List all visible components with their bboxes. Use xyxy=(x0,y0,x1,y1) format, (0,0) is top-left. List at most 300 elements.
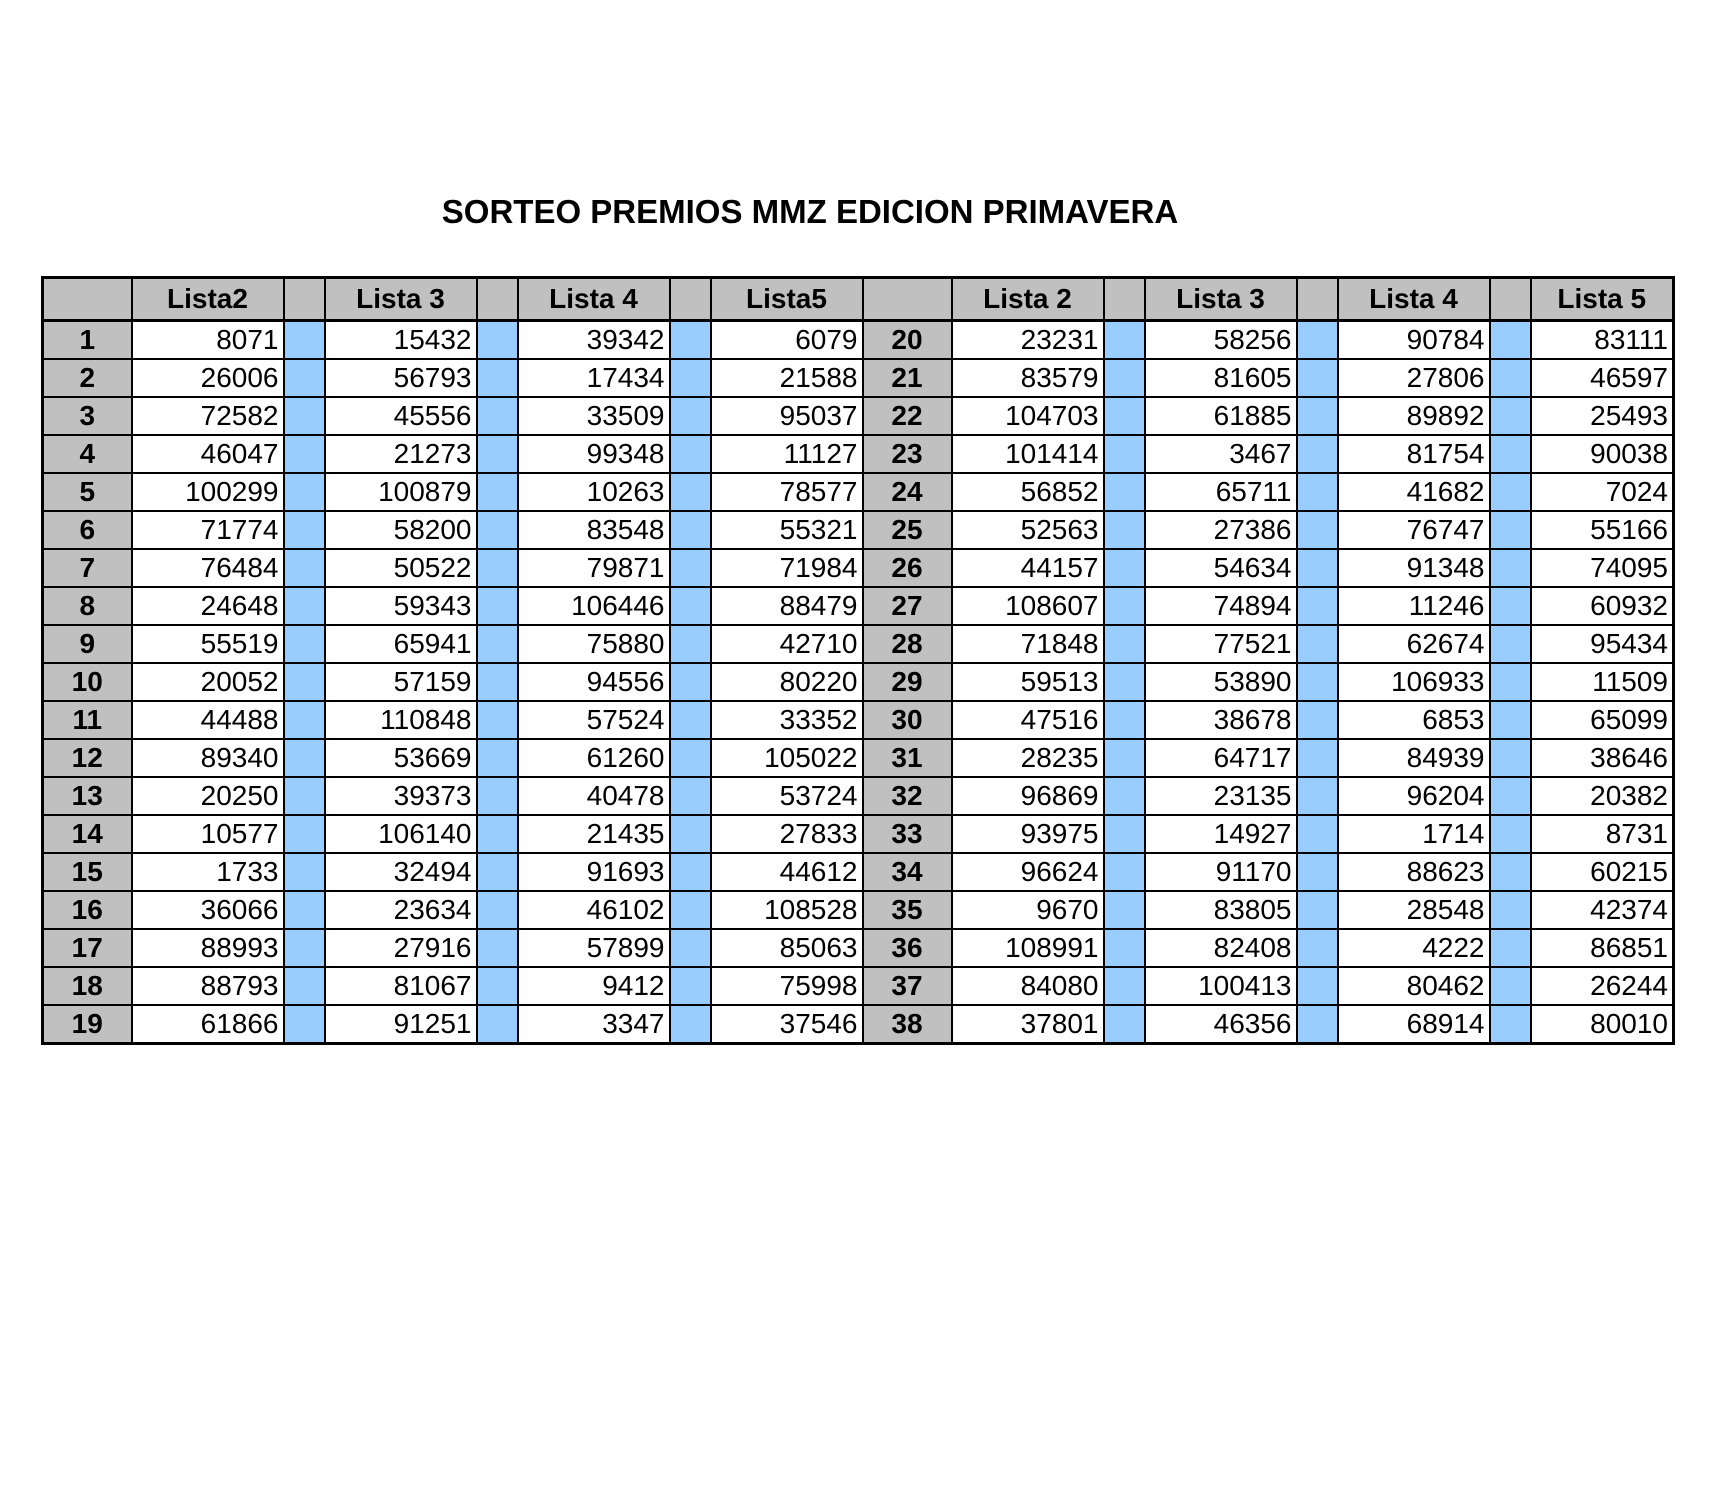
column-separator xyxy=(1297,549,1338,587)
table-cell: 59513 xyxy=(952,663,1104,701)
table-cell: 96204 xyxy=(1338,777,1490,815)
column-separator xyxy=(477,549,518,587)
header-cell: Lista2 xyxy=(132,278,284,321)
table-cell: 76747 xyxy=(1338,511,1490,549)
column-separator xyxy=(1297,397,1338,435)
column-separator xyxy=(1104,587,1145,625)
header-cell: Lista 4 xyxy=(1338,278,1490,321)
table-cell: 80220 xyxy=(711,663,863,701)
header-separator xyxy=(477,278,518,321)
header-index-left xyxy=(43,278,132,321)
column-separator xyxy=(1297,511,1338,549)
table-row xyxy=(43,701,1674,739)
column-separator xyxy=(477,663,518,701)
column-separator xyxy=(284,853,325,891)
column-separator xyxy=(670,511,711,549)
column-separator xyxy=(1490,435,1531,473)
column-separator xyxy=(670,891,711,929)
column-separator xyxy=(1104,929,1145,967)
column-separator xyxy=(284,587,325,625)
table-cell: 56793 xyxy=(325,359,477,397)
column-separator xyxy=(284,1005,325,1044)
column-separator xyxy=(477,435,518,473)
column-separator xyxy=(1297,321,1338,360)
column-separator xyxy=(1490,777,1531,815)
table-cell: 27806 xyxy=(1338,359,1490,397)
table-row xyxy=(43,853,1674,891)
row-number: 1 xyxy=(43,321,132,360)
table-cell: 26244 xyxy=(1531,967,1674,1005)
table-cell: 100413 xyxy=(1145,967,1297,1005)
row-number: 3 xyxy=(43,397,132,435)
column-separator xyxy=(670,663,711,701)
column-separator xyxy=(1104,853,1145,891)
table-cell: 75998 xyxy=(711,967,863,1005)
row-number: 17 xyxy=(43,929,132,967)
row-number: 23 xyxy=(863,435,952,473)
table-cell: 36066 xyxy=(132,891,284,929)
table-cell: 24648 xyxy=(132,587,284,625)
column-separator xyxy=(1490,625,1531,663)
column-separator xyxy=(1104,891,1145,929)
row-number: 11 xyxy=(43,701,132,739)
column-separator xyxy=(1297,853,1338,891)
column-separator xyxy=(284,511,325,549)
row-number: 19 xyxy=(43,1005,132,1044)
table-row xyxy=(43,777,1674,815)
table-cell: 53890 xyxy=(1145,663,1297,701)
column-separator xyxy=(477,473,518,511)
table-row xyxy=(43,815,1674,853)
table-cell: 58200 xyxy=(325,511,477,549)
table-cell: 44612 xyxy=(711,853,863,891)
table-cell: 25493 xyxy=(1531,397,1674,435)
column-separator xyxy=(1104,777,1145,815)
table-row xyxy=(43,549,1674,587)
column-separator xyxy=(284,435,325,473)
table-cell: 45556 xyxy=(325,397,477,435)
table-cell: 37801 xyxy=(952,1005,1104,1044)
table-cell: 23231 xyxy=(952,321,1104,360)
column-separator xyxy=(1297,1005,1338,1044)
table-cell: 8071 xyxy=(132,321,284,360)
column-separator xyxy=(1297,435,1338,473)
table-cell: 20250 xyxy=(132,777,284,815)
column-separator xyxy=(1490,891,1531,929)
column-separator xyxy=(1490,511,1531,549)
header-separator xyxy=(1297,278,1338,321)
column-separator xyxy=(1104,435,1145,473)
header-separator xyxy=(670,278,711,321)
table-row xyxy=(43,435,1674,473)
table-cell: 89892 xyxy=(1338,397,1490,435)
row-number: 28 xyxy=(863,625,952,663)
table-cell: 91251 xyxy=(325,1005,477,1044)
column-separator xyxy=(1104,1005,1145,1044)
table-cell: 100879 xyxy=(325,473,477,511)
table-cell: 106140 xyxy=(325,815,477,853)
table-cell: 71774 xyxy=(132,511,284,549)
table-cell: 42710 xyxy=(711,625,863,663)
table-cell: 33509 xyxy=(518,397,670,435)
table-cell: 84939 xyxy=(1338,739,1490,777)
table-cell: 50522 xyxy=(325,549,477,587)
row-number: 10 xyxy=(43,663,132,701)
table-cell: 78577 xyxy=(711,473,863,511)
row-number: 37 xyxy=(863,967,952,1005)
table-cell: 91693 xyxy=(518,853,670,891)
column-separator xyxy=(670,549,711,587)
table-cell: 88993 xyxy=(132,929,284,967)
column-separator xyxy=(284,815,325,853)
column-separator xyxy=(1104,815,1145,853)
column-separator xyxy=(1297,891,1338,929)
column-separator xyxy=(477,397,518,435)
row-number: 18 xyxy=(43,967,132,1005)
column-separator xyxy=(1490,815,1531,853)
column-separator xyxy=(477,511,518,549)
table-cell: 83111 xyxy=(1531,321,1674,360)
table-row xyxy=(43,587,1674,625)
column-separator xyxy=(284,549,325,587)
table-cell: 106446 xyxy=(518,587,670,625)
column-separator xyxy=(477,701,518,739)
table-cell: 71848 xyxy=(952,625,1104,663)
row-number: 13 xyxy=(43,777,132,815)
column-separator xyxy=(284,397,325,435)
column-separator xyxy=(670,435,711,473)
row-number: 4 xyxy=(43,435,132,473)
table-cell: 61885 xyxy=(1145,397,1297,435)
table-cell: 86851 xyxy=(1531,929,1674,967)
table-cell: 96869 xyxy=(952,777,1104,815)
row-number: 6 xyxy=(43,511,132,549)
header-cell: Lista 3 xyxy=(325,278,477,321)
table-cell: 83805 xyxy=(1145,891,1297,929)
row-number: 14 xyxy=(43,815,132,853)
column-separator xyxy=(1104,967,1145,1005)
table-cell: 23135 xyxy=(1145,777,1297,815)
table-cell: 39342 xyxy=(518,321,670,360)
table-cell: 3467 xyxy=(1145,435,1297,473)
table-cell: 11509 xyxy=(1531,663,1674,701)
column-separator xyxy=(1490,397,1531,435)
column-separator xyxy=(1490,321,1531,360)
row-number: 36 xyxy=(863,929,952,967)
column-separator xyxy=(1297,929,1338,967)
column-separator xyxy=(1490,1005,1531,1044)
column-separator xyxy=(477,853,518,891)
table-cell: 100299 xyxy=(132,473,284,511)
table-cell: 95434 xyxy=(1531,625,1674,663)
column-separator xyxy=(477,587,518,625)
table-cell: 91348 xyxy=(1338,549,1490,587)
table-cell: 40478 xyxy=(518,777,670,815)
column-separator xyxy=(670,929,711,967)
column-separator xyxy=(670,853,711,891)
table-cell: 3347 xyxy=(518,1005,670,1044)
table-cell: 65941 xyxy=(325,625,477,663)
row-number: 25 xyxy=(863,511,952,549)
row-number: 30 xyxy=(863,701,952,739)
table-cell: 104703 xyxy=(952,397,1104,435)
table-header-row xyxy=(43,278,1674,321)
table-cell: 57159 xyxy=(325,663,477,701)
column-separator xyxy=(477,1005,518,1044)
column-separator xyxy=(1104,397,1145,435)
table-cell: 46102 xyxy=(518,891,670,929)
table-cell: 81067 xyxy=(325,967,477,1005)
table-cell: 11246 xyxy=(1338,587,1490,625)
column-separator xyxy=(284,359,325,397)
table-cell: 17434 xyxy=(518,359,670,397)
row-number: 22 xyxy=(863,397,952,435)
table-cell: 65099 xyxy=(1531,701,1674,739)
table-cell: 83548 xyxy=(518,511,670,549)
table-cell: 47516 xyxy=(952,701,1104,739)
table-cell: 27833 xyxy=(711,815,863,853)
header-separator xyxy=(1490,278,1531,321)
table-cell: 55321 xyxy=(711,511,863,549)
row-number: 29 xyxy=(863,663,952,701)
header-cell: Lista 5 xyxy=(1531,278,1674,321)
table-cell: 53669 xyxy=(325,739,477,777)
table-cell: 27916 xyxy=(325,929,477,967)
column-separator xyxy=(1297,625,1338,663)
row-number: 32 xyxy=(863,777,952,815)
column-separator xyxy=(1297,967,1338,1005)
table-cell: 62674 xyxy=(1338,625,1490,663)
table-cell: 93975 xyxy=(952,815,1104,853)
table-cell: 88479 xyxy=(711,587,863,625)
row-number: 8 xyxy=(43,587,132,625)
table-body xyxy=(43,321,1674,1044)
table-cell: 105022 xyxy=(711,739,863,777)
table-cell: 44488 xyxy=(132,701,284,739)
table-cell: 53724 xyxy=(711,777,863,815)
table-cell: 106933 xyxy=(1338,663,1490,701)
table-cell: 90784 xyxy=(1338,321,1490,360)
table-cell: 108528 xyxy=(711,891,863,929)
table-cell: 33352 xyxy=(711,701,863,739)
table-cell: 83579 xyxy=(952,359,1104,397)
table-cell: 88623 xyxy=(1338,853,1490,891)
table-cell: 75880 xyxy=(518,625,670,663)
table-cell: 38678 xyxy=(1145,701,1297,739)
table-cell: 27386 xyxy=(1145,511,1297,549)
column-separator xyxy=(670,815,711,853)
table-cell: 64717 xyxy=(1145,739,1297,777)
column-separator xyxy=(1104,359,1145,397)
header-cell: Lista5 xyxy=(711,278,863,321)
table-cell: 101414 xyxy=(952,435,1104,473)
column-separator xyxy=(670,777,711,815)
column-separator xyxy=(1104,739,1145,777)
table-cell: 88793 xyxy=(132,967,284,1005)
table-cell: 96624 xyxy=(952,853,1104,891)
table-cell: 41682 xyxy=(1338,473,1490,511)
table-row xyxy=(43,739,1674,777)
column-separator xyxy=(1104,321,1145,360)
column-separator xyxy=(1104,663,1145,701)
table-row xyxy=(43,891,1674,929)
column-separator xyxy=(1104,473,1145,511)
row-number: 21 xyxy=(863,359,952,397)
table-cell: 68914 xyxy=(1338,1005,1490,1044)
column-separator xyxy=(284,929,325,967)
table-cell: 28235 xyxy=(952,739,1104,777)
table-cell: 95037 xyxy=(711,397,863,435)
column-separator xyxy=(1297,739,1338,777)
column-separator xyxy=(284,625,325,663)
column-separator xyxy=(1104,549,1145,587)
table-cell: 6853 xyxy=(1338,701,1490,739)
table-cell: 10577 xyxy=(132,815,284,853)
row-number: 15 xyxy=(43,853,132,891)
row-number: 20 xyxy=(863,321,952,360)
table-cell: 9412 xyxy=(518,967,670,1005)
row-number: 34 xyxy=(863,853,952,891)
table-cell: 80462 xyxy=(1338,967,1490,1005)
table-cell: 61866 xyxy=(132,1005,284,1044)
column-separator xyxy=(284,473,325,511)
table-row xyxy=(43,625,1674,663)
column-separator xyxy=(284,777,325,815)
column-separator xyxy=(670,359,711,397)
column-separator xyxy=(1490,967,1531,1005)
table-cell: 8731 xyxy=(1531,815,1674,853)
column-separator xyxy=(477,739,518,777)
table-cell: 71984 xyxy=(711,549,863,587)
table-cell: 9670 xyxy=(952,891,1104,929)
table-cell: 74894 xyxy=(1145,587,1297,625)
row-number: 7 xyxy=(43,549,132,587)
table-cell: 55166 xyxy=(1531,511,1674,549)
table-cell: 76484 xyxy=(132,549,284,587)
table-cell: 6079 xyxy=(711,321,863,360)
row-number: 12 xyxy=(43,739,132,777)
column-separator xyxy=(670,587,711,625)
table-cell: 72582 xyxy=(132,397,284,435)
page-title: SORTEO PREMIOS MMZ EDICION PRIMAVERA xyxy=(441,193,1179,230)
row-number: 9 xyxy=(43,625,132,663)
table-cell: 57899 xyxy=(518,929,670,967)
column-separator xyxy=(1297,701,1338,739)
column-separator xyxy=(284,663,325,701)
table-cell: 46047 xyxy=(132,435,284,473)
header-separator xyxy=(1104,278,1145,321)
table-cell: 32494 xyxy=(325,853,477,891)
table-cell: 89340 xyxy=(132,739,284,777)
table-cell: 54634 xyxy=(1145,549,1297,587)
column-separator xyxy=(477,777,518,815)
table-cell: 65711 xyxy=(1145,473,1297,511)
column-separator xyxy=(1297,815,1338,853)
header-cell: Lista 3 xyxy=(1145,278,1297,321)
table-cell: 26006 xyxy=(132,359,284,397)
column-separator xyxy=(670,1005,711,1044)
table-cell: 59343 xyxy=(325,587,477,625)
header-index-right xyxy=(863,278,952,321)
row-number: 5 xyxy=(43,473,132,511)
column-separator xyxy=(284,701,325,739)
column-separator xyxy=(284,967,325,1005)
column-separator xyxy=(1297,777,1338,815)
table-cell: 11127 xyxy=(711,435,863,473)
table-cell: 38646 xyxy=(1531,739,1674,777)
table-cell: 84080 xyxy=(952,967,1104,1005)
prize-draw-table xyxy=(41,276,1675,1045)
column-separator xyxy=(1297,663,1338,701)
table-cell: 14927 xyxy=(1145,815,1297,853)
column-separator xyxy=(1490,473,1531,511)
column-separator xyxy=(1297,473,1338,511)
table-cell: 42374 xyxy=(1531,891,1674,929)
column-separator xyxy=(284,321,325,360)
table-cell: 55519 xyxy=(132,625,284,663)
column-separator xyxy=(1297,359,1338,397)
column-separator xyxy=(477,359,518,397)
column-separator xyxy=(477,891,518,929)
table-row xyxy=(43,511,1674,549)
table-row xyxy=(43,1005,1674,1044)
table-cell: 81754 xyxy=(1338,435,1490,473)
row-number: 16 xyxy=(43,891,132,929)
table-cell: 60932 xyxy=(1531,587,1674,625)
column-separator xyxy=(284,891,325,929)
column-separator xyxy=(1490,739,1531,777)
table-row xyxy=(43,929,1674,967)
column-separator xyxy=(1490,853,1531,891)
column-separator xyxy=(1104,625,1145,663)
table-cell: 74095 xyxy=(1531,549,1674,587)
column-separator xyxy=(1490,549,1531,587)
header-separator xyxy=(284,278,325,321)
column-separator xyxy=(670,321,711,360)
column-separator xyxy=(284,739,325,777)
table-cell: 77521 xyxy=(1145,625,1297,663)
row-number: 24 xyxy=(863,473,952,511)
table-cell: 90038 xyxy=(1531,435,1674,473)
table-cell: 56852 xyxy=(952,473,1104,511)
row-number: 33 xyxy=(863,815,952,853)
table-cell: 20052 xyxy=(132,663,284,701)
table-cell: 61260 xyxy=(518,739,670,777)
column-separator xyxy=(1490,663,1531,701)
column-separator xyxy=(1297,587,1338,625)
row-number: 35 xyxy=(863,891,952,929)
column-separator xyxy=(670,701,711,739)
table-cell: 1714 xyxy=(1338,815,1490,853)
column-separator xyxy=(1490,929,1531,967)
table-cell: 94556 xyxy=(518,663,670,701)
table-cell: 57524 xyxy=(518,701,670,739)
table-row xyxy=(43,663,1674,701)
table-cell: 110848 xyxy=(325,701,477,739)
table-cell: 28548 xyxy=(1338,891,1490,929)
table-cell: 81605 xyxy=(1145,359,1297,397)
table-cell: 46597 xyxy=(1531,359,1674,397)
table-cell: 80010 xyxy=(1531,1005,1674,1044)
column-separator xyxy=(1104,511,1145,549)
column-separator xyxy=(670,625,711,663)
table-cell: 108991 xyxy=(952,929,1104,967)
column-separator xyxy=(1490,701,1531,739)
table-row xyxy=(43,967,1674,1005)
column-separator xyxy=(1104,701,1145,739)
column-separator xyxy=(477,967,518,1005)
table-cell: 37546 xyxy=(711,1005,863,1044)
